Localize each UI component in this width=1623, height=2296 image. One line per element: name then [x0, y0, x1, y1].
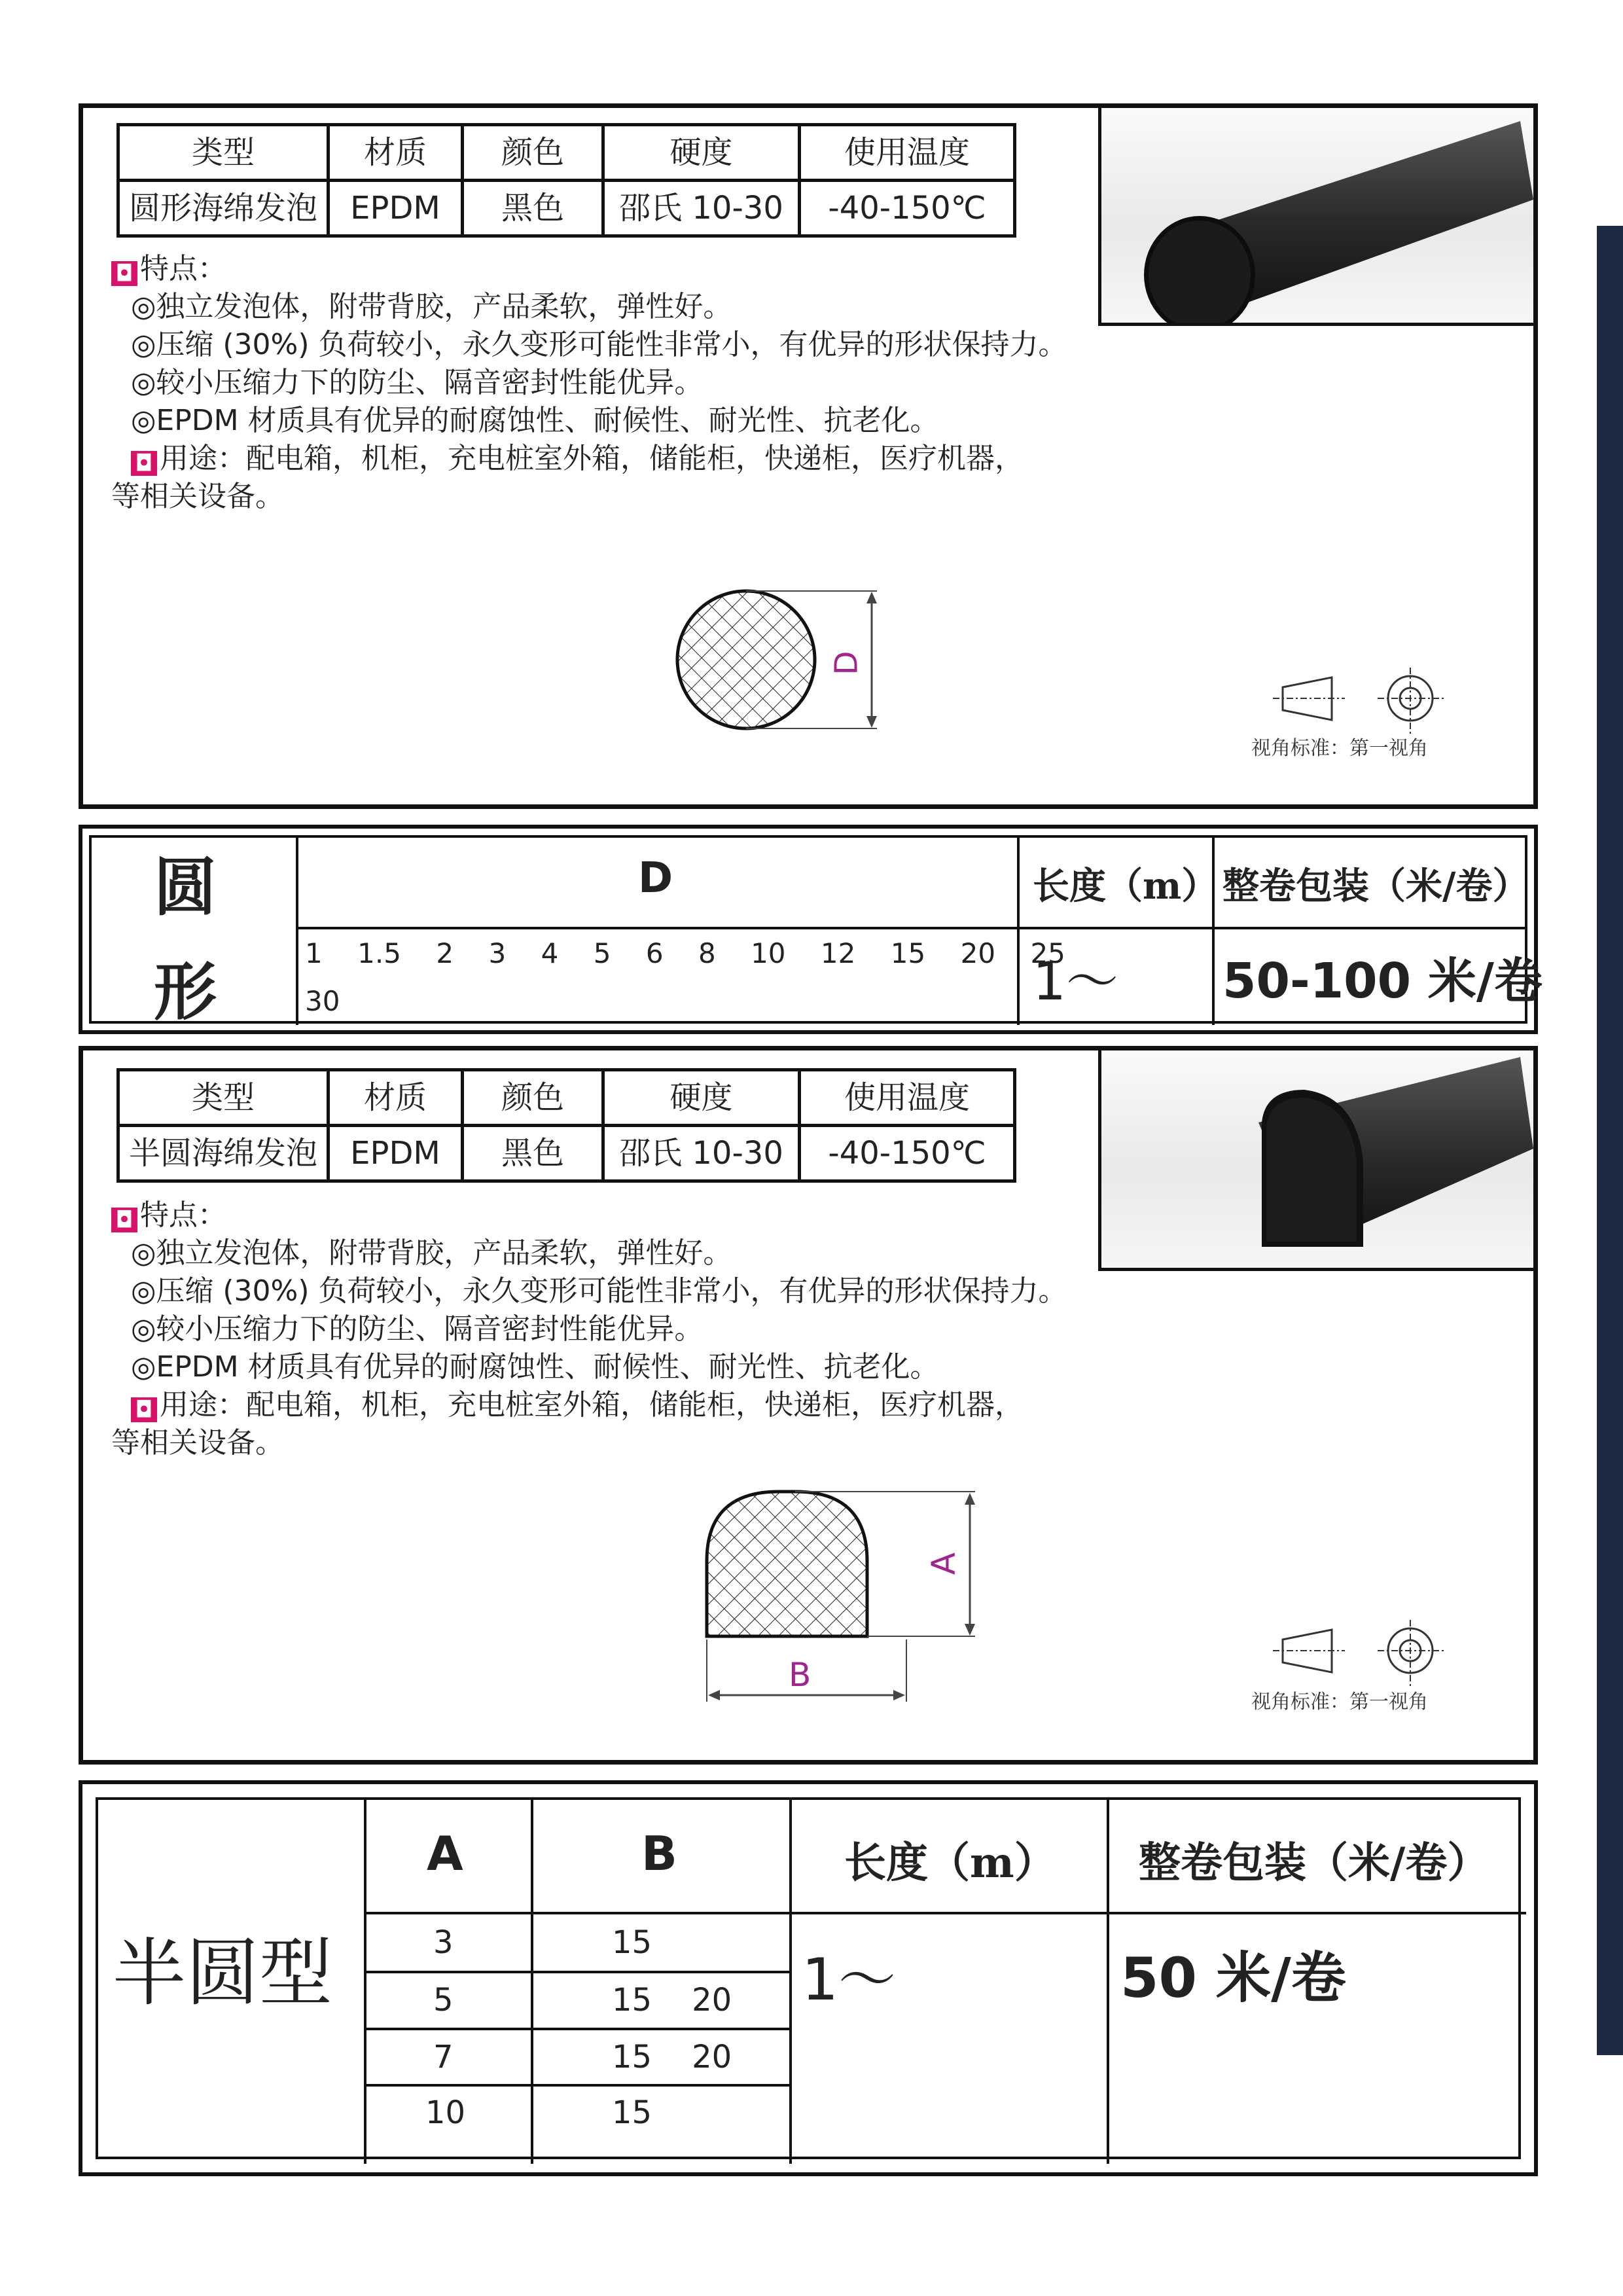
feature-line: ◎压缩 (30%) 负荷较小，永久变形可能性非常小，有优异的形状保持力。: [131, 328, 1067, 361]
length-value: 1～: [802, 1946, 896, 2013]
features-title: 特点：: [140, 1198, 226, 1232]
product1-spec-table: [116, 123, 1016, 238]
value-material: EPDM: [329, 181, 463, 236]
feature-line: ◎独立发泡体，附带背胶，产品柔软，弹性好。: [131, 1236, 732, 1270]
pack-value: 50 米/卷: [1120, 1946, 1346, 2010]
header-hardness: 硬度: [603, 1070, 800, 1126]
bullet-icon: ◘: [131, 451, 157, 476]
column-length-header: 长度（m）: [844, 1839, 1056, 1888]
feature-line: ◎EPDM 材质具有优异的耐腐蚀性、耐候性、耐光性、抗老化。: [131, 1350, 939, 1384]
bullet-icon: ◘: [111, 261, 137, 286]
column-length-header: 长度（m）: [1033, 865, 1219, 908]
value-material: EPDM: [329, 1126, 463, 1181]
first-angle-view-icon: [1273, 1620, 1450, 1692]
product1-features: [111, 250, 1067, 516]
product2-features: [111, 1196, 1067, 1462]
header-type: 类型: [118, 125, 329, 181]
value-color: 黑色: [463, 1126, 603, 1181]
row-b-value: 15: [612, 1924, 652, 1961]
product2-photo: [1098, 1047, 1537, 1271]
column-b-header: B: [641, 1826, 677, 1881]
row-a-value: 5: [433, 1982, 454, 2018]
value-temp: -40-150℃: [800, 181, 1015, 236]
value-hardness: 邵氏 10-30: [603, 181, 800, 236]
round-cross-section-diagram: [661, 576, 923, 746]
usage-line: 用途：配电箱，机柜，充电桩室外箱，储能柜，快递柜，医疗机器，: [160, 442, 1024, 475]
row-b-value: 15 20: [612, 1982, 732, 2018]
row-a-value: 3: [433, 1924, 454, 1961]
d-values-row-2: 30: [305, 985, 340, 1017]
column-d-header: D: [638, 854, 673, 903]
row-a-value: 7: [433, 2039, 454, 2075]
dimension-d-label: D: [828, 651, 865, 675]
features-title: 特点：: [140, 252, 226, 285]
view-standard-label: 视角标准：第一视角: [1251, 1691, 1428, 1713]
round-name-line2: 形: [154, 955, 217, 1029]
length-value: 1～: [1033, 951, 1118, 1012]
usage-line-2: 等相关设备。: [111, 1426, 284, 1460]
feature-line: ◎较小压缩力下的防尘、隔音密封性能优异。: [131, 366, 704, 399]
half-round-name: 半圆型: [113, 1931, 332, 2016]
header-hardness: 硬度: [603, 125, 800, 181]
dimension-a-label: A: [925, 1552, 963, 1575]
round-strip-image: [1101, 108, 1533, 323]
header-color: 颜色: [463, 125, 603, 181]
half-round-strip-image: [1101, 1050, 1533, 1268]
product2-spec-table: [116, 1068, 1016, 1183]
value-color: 黑色: [463, 181, 603, 236]
header-type: 类型: [118, 1070, 329, 1126]
half-round-cross-section-diagram: [694, 1476, 995, 1712]
bullet-icon: ◘: [111, 1208, 137, 1232]
feature-line: ◎EPDM 材质具有优异的耐腐蚀性、耐候性、耐光性、抗老化。: [131, 404, 939, 437]
column-pack-header: 整卷包装（米/卷）: [1139, 1839, 1489, 1888]
row-b-value: 15: [612, 2094, 652, 2131]
column-pack-header: 整卷包装（米/卷）: [1222, 865, 1529, 908]
usage-line-2: 等相关设备。: [111, 480, 284, 513]
feature-line: ◎较小压缩力下的防尘、隔音密封性能优异。: [131, 1312, 704, 1346]
value-temp: -40-150℃: [800, 1126, 1015, 1181]
row-a-value: 10: [425, 2094, 466, 2131]
view-standard-label: 视角标准：第一视角: [1251, 737, 1428, 760]
page-side-bar: [1597, 226, 1623, 2055]
value-hardness: 邵氏 10-30: [603, 1126, 800, 1181]
value-type: 圆形海绵发泡: [118, 181, 329, 236]
first-angle-view-icon: [1273, 668, 1450, 740]
header-temp: 使用温度: [800, 125, 1015, 181]
value-type: 半圆海绵发泡: [118, 1126, 329, 1181]
pack-value: 50-100 米/卷: [1222, 953, 1543, 1009]
header-material: 材质: [329, 125, 463, 181]
header-temp: 使用温度: [800, 1070, 1015, 1126]
row-b-value: 15 20: [612, 2039, 732, 2075]
product1-photo: [1098, 105, 1537, 326]
round-name-line1: 圆: [154, 850, 217, 924]
column-a-header: A: [427, 1826, 463, 1881]
feature-line: ◎独立发泡体，附带背胶，产品柔软，弹性好。: [131, 290, 732, 323]
header-material: 材质: [329, 1070, 463, 1126]
d-values-row: 1 1.5 2 3 4 5 6 8 10 12 15 20 25: [305, 937, 1065, 969]
feature-line: ◎压缩 (30%) 负荷较小，永久变形可能性非常小，有优异的形状保持力。: [131, 1274, 1067, 1308]
dimension-b-label: B: [789, 1656, 812, 1694]
bullet-icon: ◘: [131, 1397, 157, 1422]
header-color: 颜色: [463, 1070, 603, 1126]
usage-line: 用途：配电箱，机柜，充电桩室外箱，储能柜，快递柜，医疗机器，: [160, 1388, 1024, 1422]
